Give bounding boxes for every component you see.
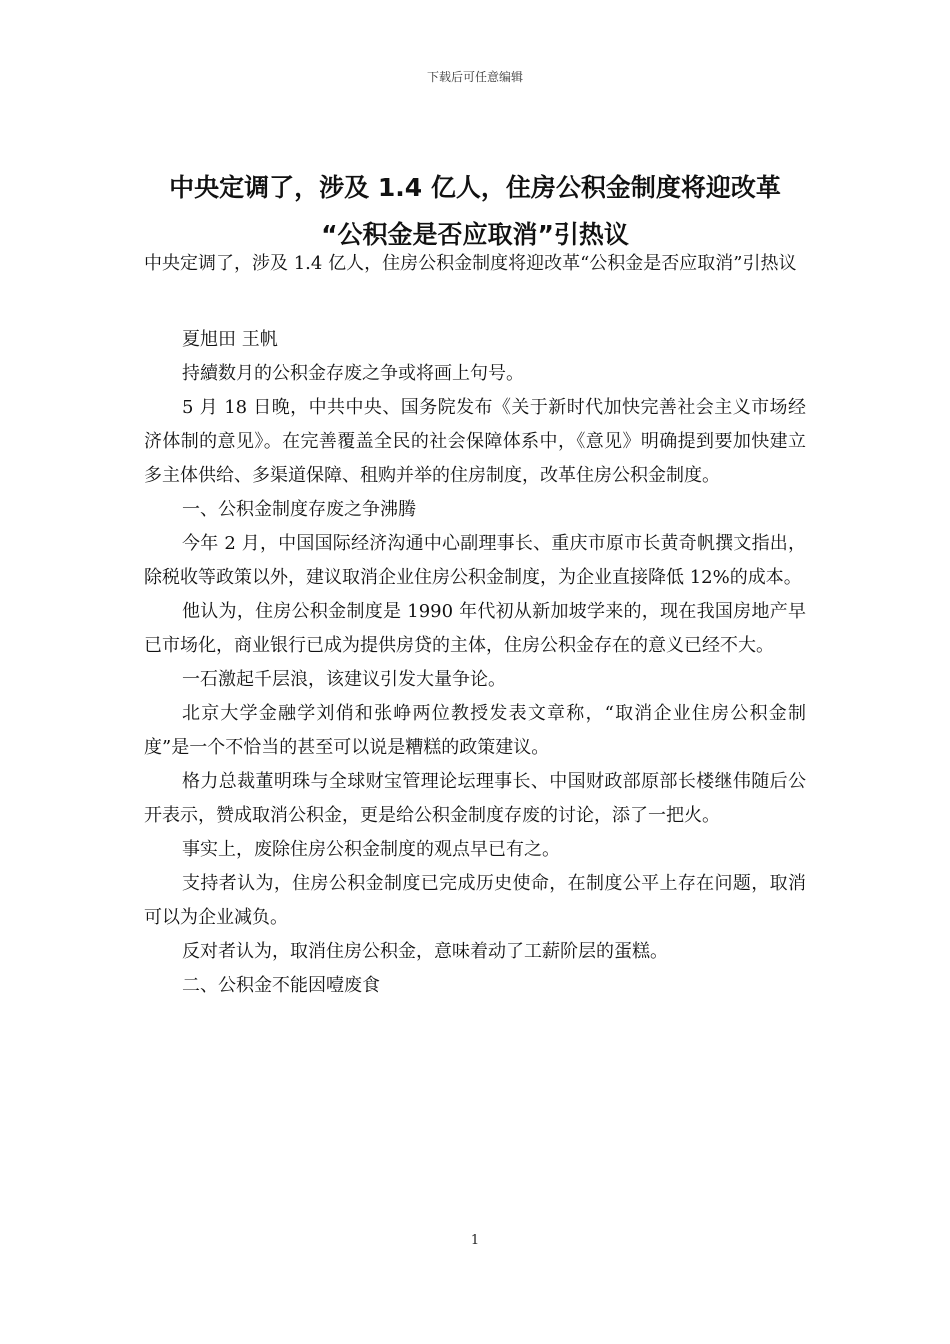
paragraph: 格力总裁董明珠与全球财宝管理论坛理事长、中国财政部原部长楼继伟随后公开表示，赞成取消公积金，更是给公积金制度存废的讨论，添了一把火。 [144,771,806,826]
section-heading: 二、公积金不能因噎废食 [182,975,380,996]
section-heading: 一、公积金制度存废之争沸腾 [182,499,416,520]
paragraph-authors: 夏旭田 王帆 [182,329,278,350]
paragraph-repeat-title: 中央定调了，涉及 1.4 亿人，住房公积金制度将迎改革“公积金是否应取消”引热议 [144,253,797,274]
paragraph: 他认为，住房公积金制度是 1990 年代初从新加坡学来的，现在我国房地产早已市场化，商业银行已成为提供房贷的主体，住房公积金存在的意义已经不大。 [144,601,806,656]
paragraph: 持續数月的公积金存废之争或将画上句号。 [182,363,524,384]
paragraph: 5 月 18 日晚，中共中央、国务院发布《关于新时代加快完善社会主义市场经济体制的意见》。在完善覆盖全民的社会保障体系中，《意见》明确提到要加快建立多主体供给、多渠道保障、租购并举的住房制度，改革住房公积金制度。 [144,397,806,486]
paragraph: 反对者认为，取消住房公积金，意味着动了工薪阶层的蛋糕。 [182,941,668,962]
document-title-line-2: “公积金是否应取消”引热议 [321,219,629,249]
paragraph: 支持者认为，住房公积金制度已完成历史使命，在制度公平上存在问题，取消可以为企业减负。 [144,873,806,928]
page-header: 下载后可任意编辑 [426,70,523,84]
paragraph: 今年 2 月，中国国际经济沟通中心副理事长、重庆市原市长黄奇帆撰文指出，除税收等政策以外，建议取消企业住房公积金制度，为企业直接降低 12%的成本。 [144,533,806,588]
paragraph: 事实上，废除住房公积金制度的观点早已有之。 [182,839,560,860]
document-title-line-1: 中央定调了，涉及 1.4 亿人，住房公积金制度将迎改革 [169,172,781,202]
paragraph: 一石激起千层浪，该建议引发大量争论。 [182,669,506,690]
paragraph: 北京大学金融学刘俏和张峥两位教授发表文章称，“取消企业住房公积金制度”是一个不恰当的甚至可以说是糟糕的政策建议。 [144,703,806,758]
document-body [144,247,806,1003]
page-number: 1 [470,1233,480,1248]
